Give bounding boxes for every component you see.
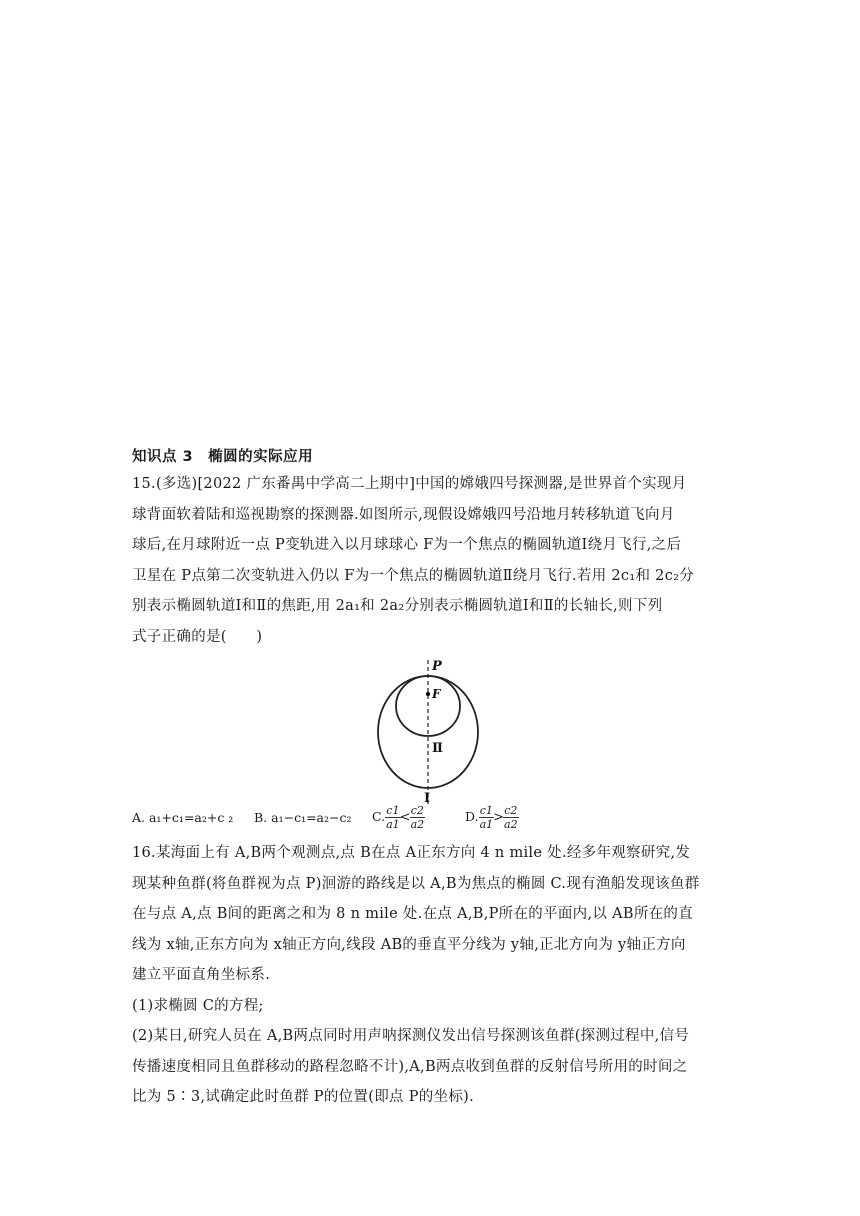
label-i: Ⅰ [424, 791, 431, 806]
q16-line-2: 现某种鱼群(将鱼群视为点 P)洄游的路线是以 A,B为焦点的椭圆 C.现有渔船发现该鱼群 [132, 875, 700, 892]
q15-line-6: 式子正确的是( ) [132, 628, 263, 645]
option-d-prefix: D. [465, 809, 479, 824]
label-f: F [432, 687, 441, 701]
option-c-den-1: a1 [386, 818, 400, 831]
option-c-relation: < [399, 810, 411, 825]
q15-line-1: 15.(多选)[2022 广东番禺中学高二上期中]中国的嫦娥四号探测器,是世界首个实现月 [132, 476, 687, 492]
option-d-num-2: c2 [504, 804, 518, 817]
option-c-num-2: c2 [410, 804, 424, 817]
option-d-den-1: a1 [479, 818, 494, 831]
option-b[interactable]: B. a₁−c₁=a₂−c₂ [254, 810, 352, 825]
option-d[interactable] [465, 804, 519, 831]
q16-line-1: 16.某海面上有 A,B两个观测点,点 B在点 A正东方向 4 n mile 处.经多年观察研究,发 [132, 845, 691, 861]
q15-line-3: 球后,在月球附近一点 P变轨进入以月球球心 F为一个焦点的椭圆轨道Ⅰ绕月飞行,之后 [132, 537, 682, 553]
option-d-frac-1 [479, 804, 495, 831]
option-c-prefix: C. [372, 809, 386, 824]
option-c-num-1: c1 [386, 804, 400, 817]
q16-line-4: 线为 x轴,正东方向为 x轴正方向,线段 AB的垂直平分线为 y轴,正北方向为 y轴正方向 [132, 936, 686, 953]
option-d-num-1: c1 [479, 804, 493, 817]
q16-subquestion-1: (1)求椭圆 C的方程; [132, 997, 264, 1014]
q16-subquestion-2-line-2: 传播速度相同且鱼群移动的路程忽略不计),A,B两点收到鱼群的反射信号所用的时间之 [132, 1058, 688, 1075]
focus-point [426, 692, 430, 696]
q15-line-5: 别表示椭圆轨道Ⅰ和Ⅱ的焦距,用 2a₁和 2a₂分别表示椭圆轨道Ⅰ和Ⅱ的长轴长,则下列 [132, 598, 663, 614]
q15-line-4: 卫星在 P点第二次变轨进入仍以 F为一个焦点的椭圆轨道Ⅱ绕月飞行.若用 2c₁和 2c₂分 [132, 567, 695, 584]
q16-subquestion-2-line-1: (2)某日,研究人员在 A,B两点同时用声呐探测仪发出信号探测该鱼群(探测过程中,信号 [132, 1028, 690, 1044]
option-c-frac-1 [385, 804, 401, 831]
option-a[interactable]: A. a₁+c₁=a₂+c ₂ [132, 810, 234, 825]
option-c-frac-2 [410, 804, 426, 831]
option-d-relation: > [493, 810, 505, 825]
label-ii: Ⅱ [432, 741, 443, 756]
q16-line-5: 建立平面直角坐标系. [132, 967, 271, 983]
option-d-frac-2 [503, 804, 519, 831]
option-c-den-2: a2 [410, 818, 425, 831]
section-title: 知识点 3 椭圆的实际应用 [132, 449, 314, 465]
q16-line-3: 在与点 A,点 B间的距离之和为 8 n mile 处.在点 A,B,P所在的平面内,以 AB所在的直 [132, 906, 694, 922]
option-d-den-2: a2 [504, 818, 518, 831]
question-15 [132, 469, 732, 652]
label-p: P [432, 659, 442, 674]
question-16 [132, 838, 732, 1113]
answer-options [132, 804, 692, 838]
q15-line-2: 球背面软着陆和巡视勘察的探测器.如图所示,现假设嫦娥四号沿地月转移轨道飞向月 [132, 506, 675, 523]
option-c[interactable] [372, 804, 425, 831]
q16-subquestion-2-line-3: 比为 5∶3,试确定此时鱼群 P的位置(即点 P的坐标). [132, 1089, 475, 1105]
orbit-figure [370, 656, 490, 806]
